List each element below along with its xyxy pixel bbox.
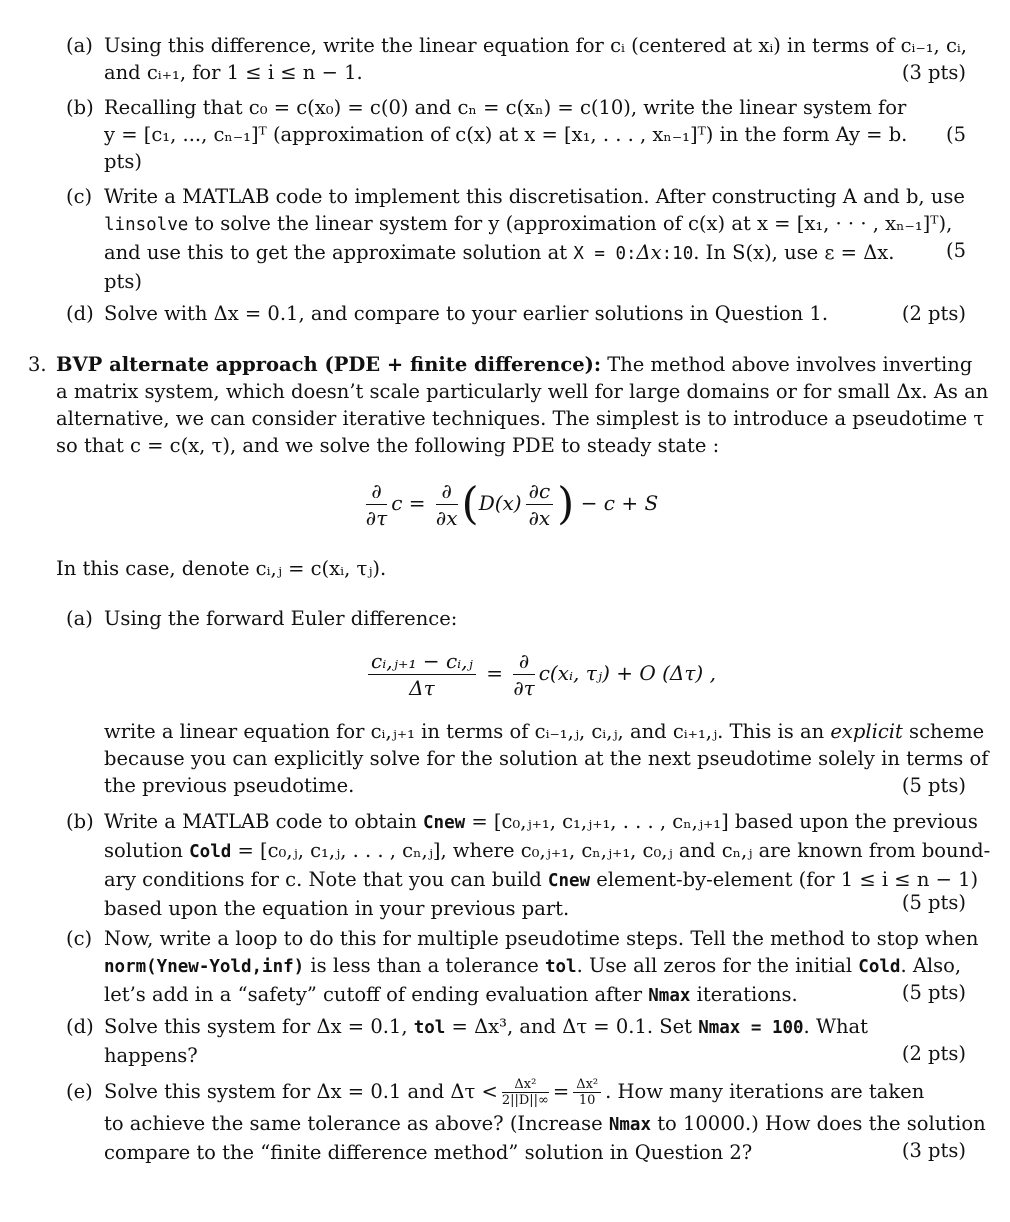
question-number: 3.: [28, 353, 47, 376]
question-text-line: alternative, we can consider iterative techniques. The simplest is to introduce a pseudotime τ: [56, 407, 985, 430]
points-label: (5: [945, 239, 966, 262]
denominator: ∂τ: [365, 506, 388, 530]
part-text-line: [104, 952, 966, 981]
text-span: element-by-element (for 1 ≤ i ≤ n − 1): [590, 868, 979, 891]
code-text: Nmax: [648, 986, 691, 1006]
part-text-line: [104, 1110, 986, 1139]
text-span: . Use all zeros for the initial: [576, 954, 859, 977]
text-span: to 10000.) How does the solution: [651, 1112, 986, 1135]
text-span: Δx: [636, 241, 662, 264]
points-label: (2 pts): [901, 302, 966, 325]
part-label: (a): [66, 34, 93, 57]
part-label: (a): [66, 607, 93, 630]
part-text-line: [104, 866, 979, 895]
part-label: (c): [66, 927, 93, 950]
part-label: (e): [66, 1080, 93, 1103]
numerator: ∂: [513, 648, 534, 675]
text-span: and use this to get the approximate solution at: [104, 241, 574, 264]
part-text-line: the previous pseudotime.: [104, 774, 355, 797]
code-text: Nmax: [608, 1115, 651, 1135]
numerator: ∂: [366, 478, 387, 505]
fraction: [573, 1077, 601, 1108]
points-label: (2 pts): [901, 1042, 966, 1065]
text-span: solution: [104, 839, 190, 862]
part-text-line: [104, 718, 985, 745]
part-text-line: pts): [104, 150, 142, 173]
part-label: (d): [66, 302, 94, 325]
code-text: Cnew: [423, 813, 466, 833]
code-text: Cnew: [547, 871, 591, 891]
part-text-line: [104, 981, 966, 1010]
code-text: Cold: [858, 957, 901, 977]
text-span: =: [486, 661, 503, 685]
part-text-line: and cᵢ₊₁, for 1 ≤ i ≤ n − 1.: [104, 61, 363, 84]
part-text-line: Write a MATLAB code to implement this discretisation. After constructing A and b, use: [104, 185, 965, 208]
part-text-line: Using this difference, write the linear equation for cᵢ (centered at xᵢ) in terms of cᵢ₋₁, cᵢ,: [104, 34, 967, 57]
notation-line: In this case, denote cᵢ,ⱼ = c(xᵢ, τⱼ).: [56, 557, 387, 580]
text-span: − c + S: [580, 491, 659, 515]
part-label: (c): [66, 185, 93, 208]
fraction: [436, 478, 458, 531]
points-label: (5 pts): [901, 891, 966, 914]
part-text-line: pts): [104, 270, 142, 293]
text-span: . How many iterations are taken: [605, 1080, 925, 1103]
fraction: [526, 478, 554, 531]
q3-part-c: [66, 925, 979, 1009]
numerator: Δx²: [502, 1077, 549, 1093]
fraction: [368, 648, 476, 701]
text-span: c =: [391, 491, 426, 515]
text-span: to solve the linear system for y (approximation of c(x) at x = [x₁, · · · , xₙ₋₁]ᵀ),: [188, 212, 953, 235]
question-title: BVP alternate approach (PDE + finite difference):: [56, 353, 602, 376]
code-text: :10: [661, 244, 694, 264]
text-span: explicit: [830, 720, 903, 743]
pde-equation: [300, 478, 720, 538]
denominator: 2||D||∞: [501, 1093, 549, 1108]
q2-part-a: [66, 32, 966, 88]
text-span: Solve this system for Δx = 0.1,: [104, 1015, 414, 1038]
q3-part-a: [66, 605, 966, 635]
denominator: Δτ: [409, 676, 435, 700]
part-label: (b): [66, 810, 94, 833]
text-span: = Δx³, and Δτ = 0.1. Set: [445, 1015, 699, 1038]
right-paren: ): [557, 478, 575, 530]
fraction: [502, 1077, 549, 1108]
q3-part-a-text: [66, 718, 989, 802]
fraction: [513, 648, 534, 701]
text-span: . Also,: [900, 954, 962, 977]
part-label: (d): [66, 1015, 94, 1038]
part-text-line: [104, 1074, 966, 1110]
q2-part-b: [66, 94, 966, 178]
q2-part-c: [66, 183, 966, 293]
text-span: ary conditions for c. Note that you can build: [104, 868, 548, 891]
text-span: =: [552, 1080, 570, 1103]
code-text: norm(Ynew-Yold,inf): [104, 957, 305, 977]
part-text-line: Solve with Δx = 0.1, and compare to your earlier solutions in Question 1.: [104, 302, 829, 325]
numerator: ∂: [436, 478, 458, 505]
q2-part-d: [66, 300, 966, 328]
text-span: iterations.: [690, 983, 798, 1006]
points-label: (3 pts): [901, 1139, 966, 1162]
text-span: Solve this system for Δx = 0.1 and Δτ <: [104, 1080, 498, 1103]
code-text: Cold: [189, 842, 232, 862]
text-span: = [c₀,ⱼ, c₁,ⱼ, . . . , cₙ,ⱼ], where c₀,ⱼ₊₁, cₙ,ⱼ₊₁, c₀,ⱼ and cₙ,ⱼ are known from bound-: [231, 839, 991, 862]
part-text-line: compare to the “finite difference method” solution in Question 2?: [104, 1141, 753, 1164]
points-label: (3 pts): [901, 61, 966, 84]
question-3: [28, 351, 989, 461]
part-text-line: because you can explicitly solve for the solution at the next pseudotime solely in terms of: [104, 747, 989, 770]
question-text-line: so that c = c(x, τ), and we solve the following PDE to steady state :: [56, 434, 720, 457]
part-text-line: [104, 808, 978, 837]
denominator: ∂x: [528, 506, 551, 530]
text-span: write a linear equation for cᵢ,ⱼ₊₁ in terms of cᵢ₋₁,ⱼ, cᵢ,ⱼ, and cᵢ₊₁,ⱼ. This is an: [104, 720, 831, 743]
denominator: 10: [578, 1093, 596, 1108]
part-text-line: [104, 837, 991, 866]
points-label: (5 pts): [901, 774, 966, 797]
text-span: let’s add in a “safety” cutoff of ending evaluation after: [104, 983, 649, 1006]
part-text-line: based upon the equation in your previous part.: [104, 897, 570, 920]
code-text: Nmax = 100: [698, 1018, 804, 1038]
q3-part-b: [66, 808, 991, 920]
fraction: [366, 478, 387, 531]
left-paren: (: [461, 478, 479, 530]
part-label: (b): [66, 96, 94, 119]
numerator: Δx²: [573, 1077, 601, 1093]
text-span: to achieve the same tolerance as above? (Increase: [104, 1112, 609, 1135]
part-text-line: Now, write a loop to do this for multiple pseudotime steps. Tell the method to stop when: [104, 927, 979, 950]
question-text-line: [56, 351, 973, 378]
part-text-line: Using the forward Euler difference:: [104, 607, 458, 630]
part-text-line: [104, 210, 966, 239]
text-span: scheme: [902, 720, 985, 743]
denominator: ∂τ: [513, 676, 535, 700]
q3-part-d: [66, 1013, 966, 1069]
text-span: c(xᵢ, τⱼ) + O (Δτ) ,: [538, 661, 716, 685]
text-span: The method above involves inverting: [601, 353, 973, 376]
question-text-line: a matrix system, which doesn’t scale particularly well for large domains or for small Δx. As an: [56, 380, 989, 403]
part-text-line: happens?: [104, 1044, 198, 1067]
part-text-line: [104, 1013, 966, 1042]
points-label: (5: [945, 123, 966, 146]
text-span: D(x): [478, 491, 522, 515]
part-text-line: y = [c₁, ..., cₙ₋₁]ᵀ (approximation of c(x) at x = [x₁, . . . , xₙ₋₁]ᵀ) in the form Ay = b.: [104, 123, 908, 146]
text-span: is less than a tolerance: [304, 954, 545, 977]
text-span: . What: [803, 1015, 869, 1038]
part-text-line: [104, 239, 966, 268]
code-text: tol: [413, 1018, 446, 1038]
denominator: ∂x: [435, 506, 458, 530]
text-span: . In S(x), use ε = Δx.: [693, 241, 895, 264]
code-text: tol: [544, 957, 577, 977]
text-span: Write a MATLAB code to obtain: [104, 810, 424, 833]
code-text: linsolve: [104, 215, 189, 235]
part-text-line: Recalling that c₀ = c(x₀) = c(0) and cₙ = c(xₙ) = c(10), write the linear system for: [104, 96, 907, 119]
numerator: ∂c: [526, 478, 554, 505]
numerator: cᵢ,ⱼ₊₁ − cᵢ,ⱼ: [368, 648, 476, 675]
q3-part-e: [66, 1074, 986, 1166]
forward-euler-equation: [330, 648, 750, 708]
code-text: X = 0:: [573, 244, 637, 264]
text-span: = [c₀,ⱼ₊₁, c₁,ⱼ₊₁, . . . , cₙ,ⱼ₊₁] based upon the previous: [465, 810, 978, 833]
points-label: (5 pts): [901, 981, 966, 1004]
